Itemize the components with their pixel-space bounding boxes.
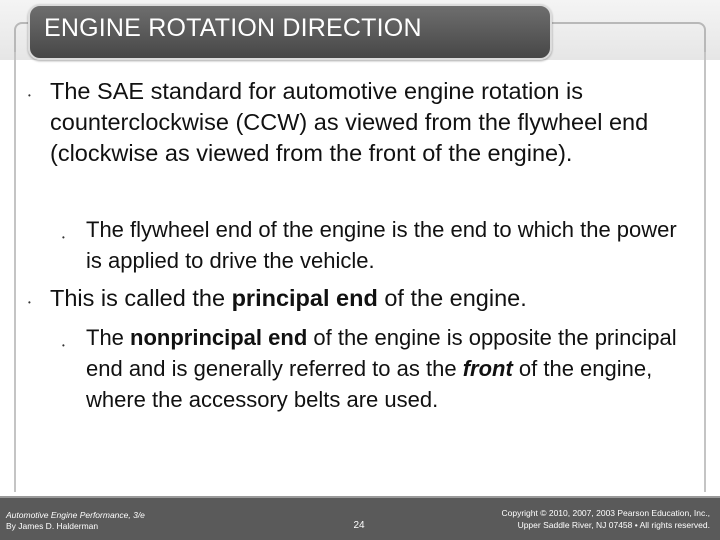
bullet-2-post: of the engine. xyxy=(377,285,527,311)
slide-title: ENGINE ROTATION DIRECTION xyxy=(44,14,422,42)
bullet-2-pre: This is called the xyxy=(50,285,232,311)
bullet-2-text xyxy=(50,283,700,314)
bullet-2-sub-pre: The xyxy=(86,325,131,350)
right-border xyxy=(704,52,706,492)
bullet-2-sub-mid: of the engine is opposite the principal end and is generally referred to as the xyxy=(86,325,677,381)
footer-divider xyxy=(0,496,720,498)
footer-book-title: Automotive Engine Performance, 3/e xyxy=(6,510,145,520)
bullet-2-sub-text xyxy=(86,322,686,415)
bullet-marker: • xyxy=(28,91,31,100)
left-border xyxy=(14,52,16,492)
footer-copyright-line-1: Copyright © 2010, 2007, 2003 Pearson Education, Inc., xyxy=(501,508,710,518)
bullet-1-text: The SAE standard for automotive engine rotation is counterclockwise (CCW) as viewed from the flywheel end (clockwise as viewed from the front of the engine). xyxy=(50,78,649,166)
principal-end-term: principal end xyxy=(231,285,378,311)
bullet-2-sub-post: of the engine, where the accessory belts are used. xyxy=(86,356,653,412)
page-number: 24 xyxy=(353,520,365,531)
footer-copyright-line-2: Upper Saddle River, NJ 07458 • All rights reserved. xyxy=(517,520,710,530)
footer-author: By James D. Halderman xyxy=(6,521,99,531)
sub-bullet-marker: • xyxy=(62,233,65,242)
sub-bullet-marker: • xyxy=(62,341,65,350)
nonprincipal-end-term: nonprincipal end xyxy=(130,325,308,350)
bullet-1-sub-text: The flywheel end of the engine is the end to which the power is applied to drive the vehicle. xyxy=(86,217,677,273)
front-term: front xyxy=(462,356,513,381)
bullet-marker: • xyxy=(28,298,31,307)
